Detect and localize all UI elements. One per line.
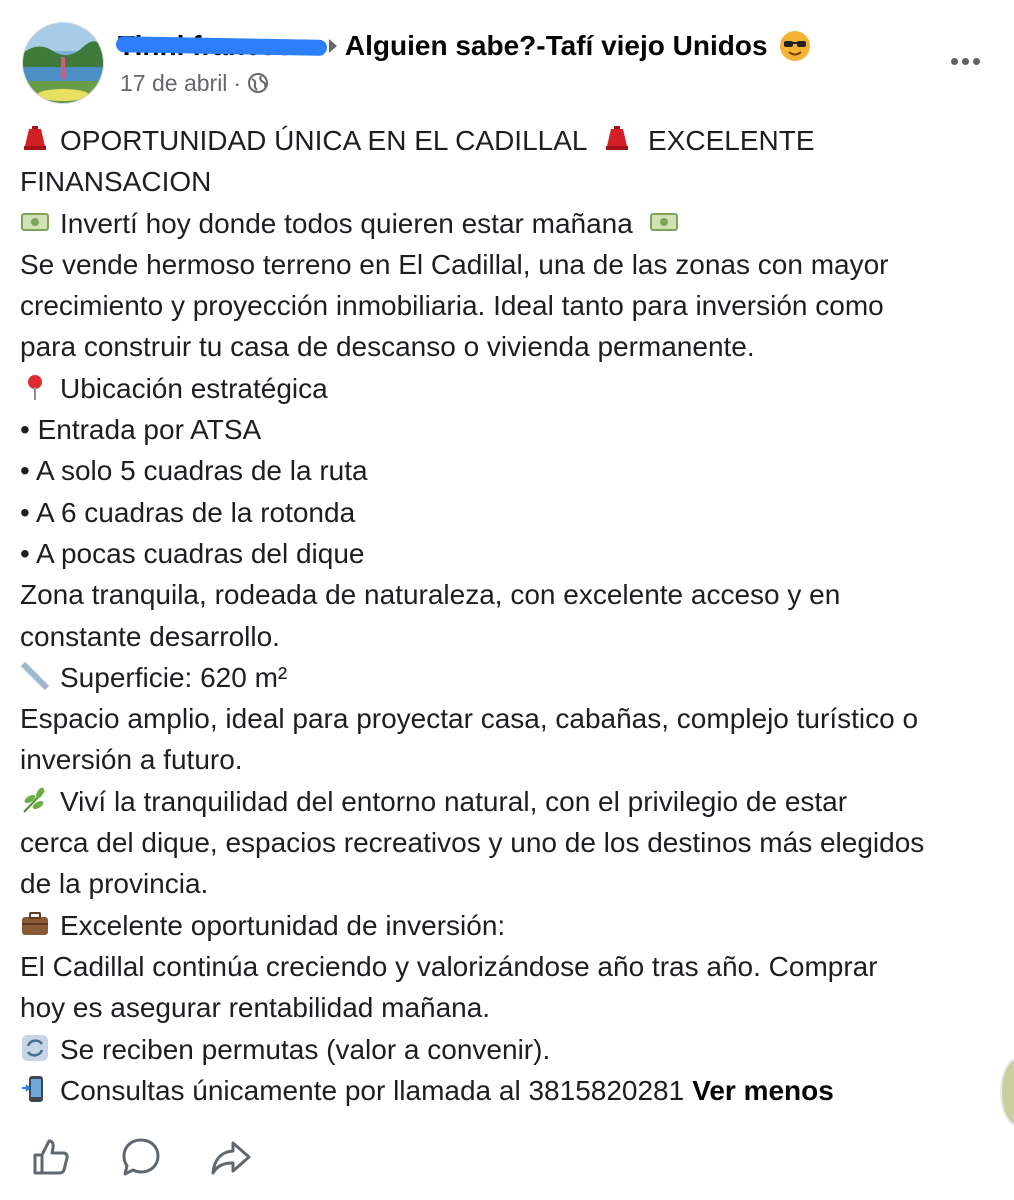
meta-separator: · [233,69,242,96]
text-line: Espacio amplio, ideal para proyectar casa, cabañas, complejo turístico o [20,703,919,735]
list-item: • A solo 5 cuadras de la ruta [20,455,368,487]
briefcase-icon [20,909,50,939]
comment-button[interactable] [116,1132,166,1182]
more-icon-dot [951,58,958,65]
like-icon [29,1135,73,1179]
arrow-right-icon [329,39,337,53]
text-line: Se vende hermoso terreno en El Cadillal, una de las zonas con mayor [20,248,889,280]
author-avatar[interactable] [22,22,104,104]
text-line: OPORTUNIDAD ÚNICA EN EL CADILLAL EXCELENTE [20,120,1010,161]
exchange-icon [20,1033,50,1063]
text-line: constante desarrollo. [20,620,280,652]
text-line: hoy es asegurar rentabilidad mañana. [20,992,491,1024]
list-item: • A pocas cuadras del dique [20,537,365,569]
group-name[interactable]: Alguien sabe?-Tafí viejo Unidos [344,30,768,61]
post-header [118,26,812,66]
author-name[interactable] [118,30,323,62]
text-line: para construir tu casa de descanso o vivienda permanente. [20,331,755,363]
list-item: • A 6 cuadras de la rotonda [20,496,356,528]
herb-icon [20,785,50,815]
more-icon-dot [962,58,969,65]
text-line: inversión a futuro. [20,744,243,776]
post-date[interactable]: 17 de abril [120,69,228,96]
ruler-icon [20,661,50,691]
red-lamp-icon [20,124,50,154]
text-line: FINANSACION [20,166,212,198]
post-text [20,120,1010,1111]
comment-icon [119,1135,163,1179]
more-icon-dot [973,58,980,65]
phone-icon [20,1074,50,1104]
text-line: cerca del dique, espacios recreativos y uno de los destinos más elegidos [20,827,925,859]
money-icon [20,207,50,237]
see-less-link[interactable]: Ver menos [692,1074,834,1106]
text-line: El Cadillal continúa creciendo y valorizándose año tras año. Comprar [20,950,878,982]
post-actions [26,1132,296,1182]
text-line: de la provincia. [20,868,209,900]
text-line: Excelente oportunidad de inversión: [20,905,1010,946]
text-line: Invertí hoy donde todos quieren estar mañana [20,203,1010,244]
post-meta [120,66,269,100]
list-item: • Entrada por ATSA [20,414,262,446]
like-button[interactable] [26,1132,76,1182]
share-button[interactable] [206,1132,256,1182]
text-line: Consultas únicamente por llamada al 3815820281 Ver menos [20,1070,1010,1111]
money-icon [649,207,679,237]
more-options-button[interactable] [940,44,990,78]
cool-emoji-icon [778,29,812,63]
text-line: Ubicación estratégica [20,368,1010,409]
text-line: Superficie: 620 m² [20,657,1010,698]
text-line: Viví la tranquilidad del entorno natural, con el privilegio de estar [20,781,1010,822]
globe-icon [247,72,269,94]
red-lamp-icon [602,124,632,154]
text-line: Zona tranquila, rodeada de naturaleza, con excelente acceso y en [20,579,841,611]
text-line: Se reciben permutas (valor a convenir). [20,1029,1010,1070]
pin-icon [20,372,50,402]
text-line: crecimiento y proyección inmobiliaria. Ideal tanto para inversión como [20,290,884,322]
share-icon [209,1135,253,1179]
